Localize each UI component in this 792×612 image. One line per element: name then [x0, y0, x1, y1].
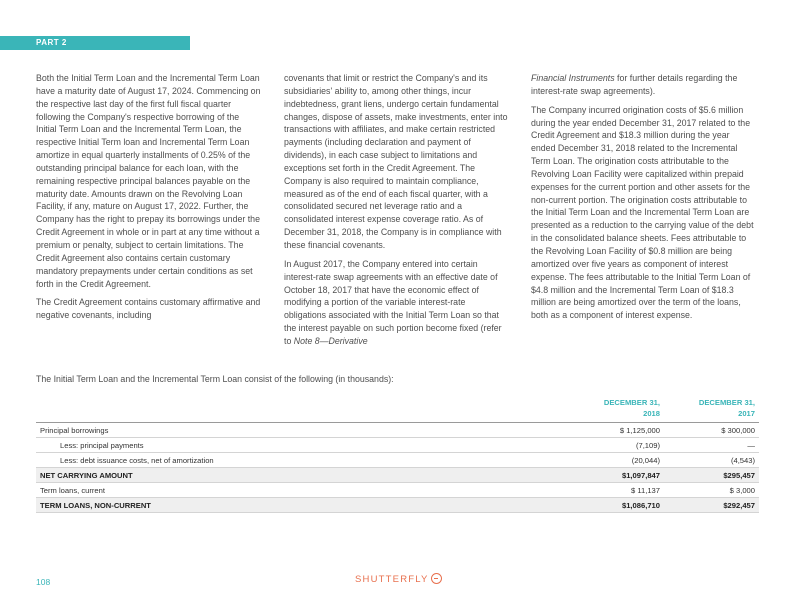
value-2017: (4,543): [664, 453, 759, 468]
value-2018: $1,097,847: [569, 468, 664, 483]
value-2018: $1,086,710: [569, 498, 664, 513]
header-spacer: [36, 397, 569, 423]
text-column-1: [36, 72, 261, 328]
note-reference: Note 8—Derivative: [293, 335, 368, 346]
row-label: Less: debt issuance costs, net of amortization: [36, 453, 569, 468]
value-2017: $ 300,000: [664, 423, 759, 438]
header-2018-line1: DECEMBER 31,: [603, 398, 660, 407]
header-2018-line2: 2018: [643, 409, 660, 418]
page-number: 108: [36, 577, 51, 587]
shutterfly-logo: [355, 574, 442, 585]
part-label: PART 2: [36, 38, 67, 47]
logo-mark-icon: [431, 573, 442, 584]
paragraph: Both the Initial Term Loan and the Incremental Term Loan have a maturity date of August 17, 2024. Commencing on the respective last day of the first full fiscal quarter following the Company's respective borrowing of the Initial Term Loan and the Incremental Term Loan, the respective Initial Term loan and Incremental Term Loan amortize in equal quarterly installments of 0.25% of the outstanding principal balance for each loan, with the remaining respective principal balances payable on the maturity date. Amounts drawn on the Revolving Loan Facility, if any, mature on August 17, 2022. Further, the Company has the right to prepay its borrowings under the Credit Agreement in whole or in part at any time without a premium or penalty, subject to certain limitations. The Credit Agreement also contains certain customary mandatory prepayments under certain conditions as set forth in the Credit Agreement.: [36, 73, 261, 289]
header-2017-line2: 2017: [738, 409, 755, 418]
part-label-bar: [0, 36, 190, 50]
value-2017: $295,457: [664, 468, 759, 483]
paragraph: [531, 72, 756, 98]
table-header-row: [36, 397, 759, 423]
table-row: [36, 438, 759, 453]
table-row-total: [36, 468, 759, 483]
paragraph-text: for further details regarding the interest-rate swap agreements).: [531, 73, 738, 96]
text-column-3: [531, 72, 756, 328]
text-column-2: [284, 72, 509, 354]
paragraph: The Company incurred origination costs of $5.6 million during the year ended December 31, 2017 related to the Credit Agreement and $18.3 million during the year ended December 31, 2018 related to the Incremental Term Loan. The origination costs attributable to the Revolving Loan Facility were capitalized within prepaid expenses for the current portion and other assets for the non-current portion. The origination costs attributable to the Initial Term Loan and the Incremental Term Loan are presented as a reduction to the carrying value of the debt in the consolidated balance sheets. Fees attributable to the Revolving Loan Facility of $0.8 million are being amortized over five years as component of interest expense. The fees attributable to the Initial Term Loan of $4.8 million and the Incremental Term Loan of $18.3 million are being amortized over the term of the loans, both as a component of interest expense.: [531, 104, 754, 321]
value-2017: $ 3,000: [664, 483, 759, 498]
value-2018: $ 11,137: [569, 483, 664, 498]
table-row: [36, 423, 759, 438]
value-2018: $ 1,125,000: [569, 423, 664, 438]
table-row: [36, 483, 759, 498]
value-2018: (20,044): [569, 453, 664, 468]
logo-text: SHUTTERFLY: [355, 574, 429, 585]
value-2018: (7,109): [569, 438, 664, 453]
table-row-total: [36, 498, 759, 513]
table-intro: The Initial Term Loan and the Incremental Term Loan consist of the following (in thousands):: [36, 374, 394, 384]
value-2017: $292,457: [664, 498, 759, 513]
paragraph: covenants that limit or restrict the Company's and its subsidiaries' ability to, among other things, incur indebtedness, grant liens, undergo certain fundamental changes, dispose of assets, make investments, enter into transactions with affiliates, and make certain restricted payments (including declaration and payment of dividends), in each case subject to limitations and exceptions set forth in the Credit Agreement. The Company is also required to maintain compliance, measured as of the end of each fiscal quarter, with a consolidated secured net leverage ratio and a consolidated interest expense coverage ratio. As of December 31, 2018, the Company is in compliance with these financial covenants.: [284, 73, 508, 250]
row-label: NET CARRYING AMOUNT: [36, 468, 569, 483]
row-label: Less: principal payments: [36, 438, 569, 453]
term-loan-table: [36, 397, 759, 513]
row-label: Term loans, current: [36, 483, 569, 498]
header-2017-line1: DECEMBER 31,: [698, 398, 755, 407]
row-label: Principal borrowings: [36, 423, 569, 438]
value-2017: —: [664, 438, 759, 453]
row-label: TERM LOANS, NON-CURRENT: [36, 498, 569, 513]
note-reference: Financial Instruments: [531, 73, 615, 83]
header-2017: [664, 397, 759, 423]
table-row: [36, 453, 759, 468]
paragraph: [284, 258, 509, 348]
paragraph: The Credit Agreement contains customary affirmative and negative covenants, including: [36, 297, 261, 321]
header-2018: [569, 397, 664, 423]
paragraph-text: In August 2017, the Company entered into certain interest-rate swap agreements with an effective date of October 18, 2017 that have the economic effect of modifying a portion of the variable interest-rate obligations associated with the Initial Term Loan so that the interest payable on such portion become fixed (refer to: [284, 258, 502, 346]
